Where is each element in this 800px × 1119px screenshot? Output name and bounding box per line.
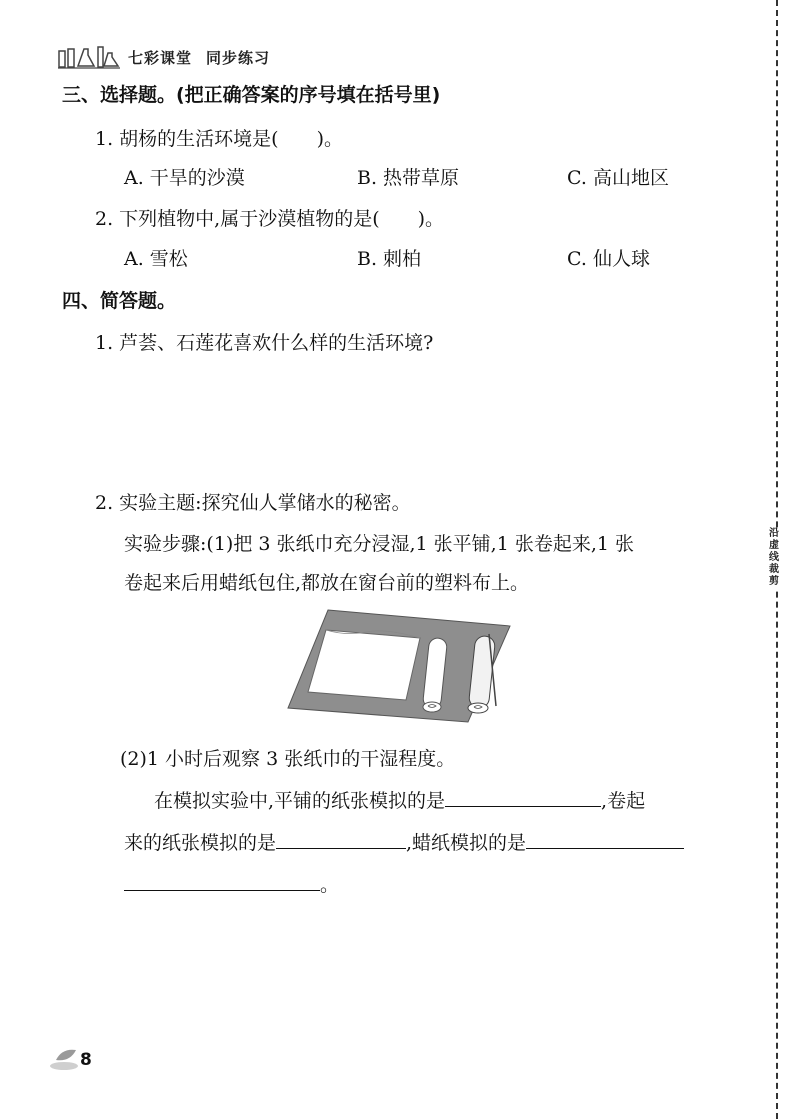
fill-line-3 — [124, 870, 339, 897]
fill-text-end: 。 — [320, 874, 340, 896]
fill-line-1 — [154, 786, 645, 813]
fill-text-d: ,蜡纸模拟的是 — [406, 832, 527, 854]
option-3-2-b: B. 刺柏 — [357, 248, 422, 270]
answer-blank-3[interactable] — [526, 847, 684, 849]
series-title: 七彩课堂 — [128, 48, 193, 67]
fill-text-b: ,卷起 — [601, 790, 646, 812]
fill-text-a: 在模拟实验中,平铺的纸张模拟的是 — [154, 790, 446, 812]
question-4-2: 2. 实验主题:探究仙人掌储水的秘密。 — [95, 492, 411, 514]
answer-blank-3-continued[interactable] — [124, 889, 320, 891]
experiment-steps-line-1: 实验步骤:(1)把 3 张纸巾充分浸湿,1 张平铺,1 张卷起来,1 张 — [124, 533, 634, 555]
option-3-2-c: C. 仙人球 — [567, 248, 650, 270]
series-subtitle: 同步练习 — [206, 48, 271, 67]
question-3-1: 1. 胡杨的生活环境是( )。 — [95, 128, 343, 150]
cut-label: 沿虚线裁剪 — [769, 528, 779, 587]
page-header — [58, 44, 270, 70]
option-3-1-a: A. 干旱的沙漠 — [124, 167, 245, 189]
option-3-1-b: B. 热带草原 — [357, 167, 460, 189]
experiment-illustration — [286, 608, 514, 724]
answer-blank-1[interactable] — [445, 805, 601, 807]
lab-flask-icon — [58, 45, 120, 69]
question-4-1: 1. 芦荟、石莲花喜欢什么样的生活环境? — [95, 332, 434, 354]
experiment-steps-line-2: 卷起来后用蜡纸包住,都放在窗台前的塑料布上。 — [124, 572, 530, 594]
fill-line-2 — [124, 828, 684, 855]
question-3-2: 2. 下列植物中,属于沙漠植物的是( )。 — [95, 208, 445, 230]
option-3-2-a: A. 雪松 — [124, 248, 188, 270]
answer-blank-2[interactable] — [276, 847, 406, 849]
option-3-1-c: C. 高山地区 — [567, 167, 669, 189]
page-number: 8 — [80, 1050, 92, 1070]
fill-text-c: 来的纸张模拟的是 — [124, 832, 277, 854]
section-4-title: 四、简答题。 — [62, 290, 177, 312]
experiment-step-2: (2)1 小时后观察 3 张纸巾的干湿程度。 — [120, 748, 456, 770]
section-3-title: 三、选择题。(把正确答案的序号填在括号里) — [62, 84, 441, 106]
